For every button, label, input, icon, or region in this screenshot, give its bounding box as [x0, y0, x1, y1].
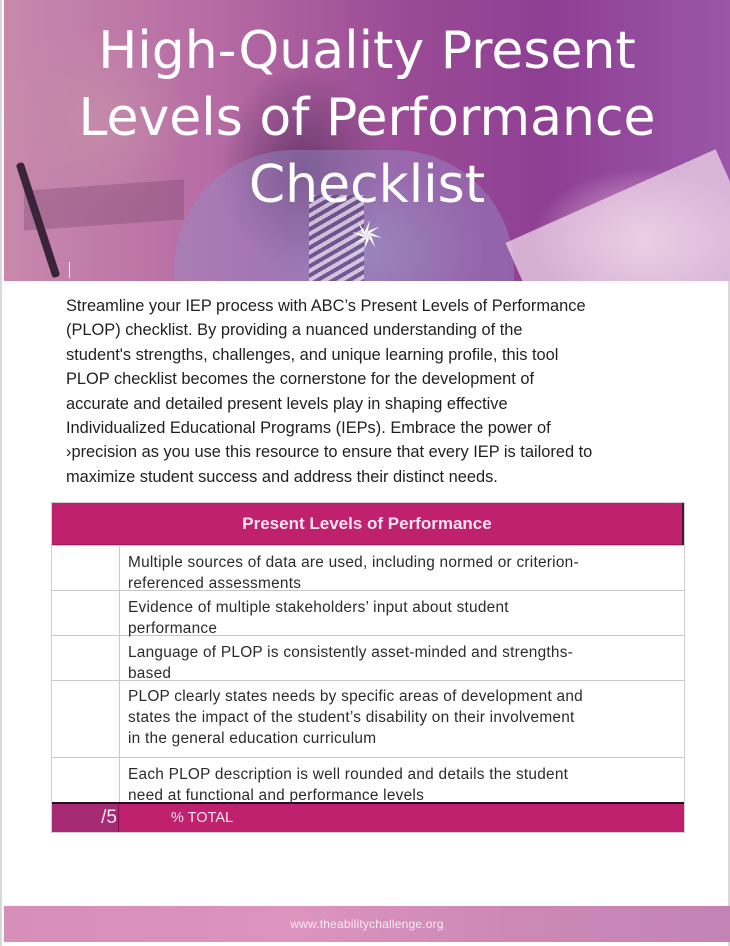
item-line: need at functional and performance levels	[128, 787, 425, 804]
item-line: PLOP clearly states needs by specific areas of development and	[128, 688, 583, 705]
title-line: Checklist	[248, 155, 486, 215]
item-line: states the impact of the student’s disability on their involvement	[128, 709, 575, 726]
checklist-checkbox-cell[interactable]	[52, 636, 120, 680]
item-line: referenced assessments	[128, 575, 302, 592]
intro-line: Streamline your IEP process with ABC’s Present Levels of Performance	[66, 297, 586, 315]
intro-line: student's strengths, challenges, and unique learning profile, this tool	[66, 345, 559, 364]
checklist-item-text	[120, 591, 684, 635]
page-title	[4, 18, 730, 219]
item-line: Evidence of multiple stakeholders’ input about student	[128, 599, 509, 616]
checklist-row	[52, 545, 684, 590]
checklist-item-text	[120, 758, 684, 802]
intro-line: Individualized Educational Programs (IEPs). Embrace the power of	[66, 419, 551, 438]
item-line: based	[128, 665, 172, 682]
checklist-checkbox-cell[interactable]	[52, 758, 120, 802]
item-line: Each PLOP description is well rounded and details the student	[128, 766, 569, 783]
checklist-checkbox-cell[interactable]	[52, 681, 120, 757]
checklist-item-text	[120, 546, 684, 590]
checklist-checkbox-cell[interactable]	[52, 591, 120, 635]
checklist-row	[52, 757, 684, 802]
title-line: High-Quality Present	[98, 21, 636, 81]
checklist-item-text	[120, 681, 684, 757]
item-line: Multiple sources of data are used, including normed or criterion-	[128, 554, 579, 571]
intro-line: maximize student success and address their distinct needs.	[66, 467, 498, 486]
text-cursor-mark	[69, 262, 70, 278]
intro-line: PLOP checklist becomes the cornerstone for the development of	[66, 370, 534, 389]
checklist-checkbox-cell[interactable]	[52, 546, 120, 590]
hero-banner	[4, 0, 730, 281]
pinwheel-star-icon	[350, 218, 384, 252]
checklist-row	[52, 635, 684, 680]
checklist-table	[51, 502, 685, 833]
footer-bar	[4, 906, 730, 942]
intro-line: accurate and detailed present levels play in shaping effective	[66, 394, 508, 413]
intro-line: ›precision as you use this resource to ensure that every IEP is tailored to	[66, 443, 593, 462]
checklist-row	[52, 680, 684, 757]
checklist-total-row	[52, 802, 684, 832]
title-line: Levels of Performance	[78, 88, 656, 148]
intro-paragraph	[66, 294, 678, 489]
item-line: Language of PLOP is consistently asset-minded and strengths-	[128, 644, 574, 661]
checklist-header: Present Levels of Performance	[52, 503, 684, 545]
footer-url[interactable]: www.theabilitychallenge.org	[290, 917, 444, 931]
intro-line: (PLOP) checklist. By providing a nuanced understanding of the	[66, 321, 523, 340]
item-line: performance	[128, 620, 218, 637]
total-score[interactable]: /5	[52, 804, 119, 832]
checklist-item-text	[120, 636, 684, 680]
checklist-row	[52, 590, 684, 635]
item-line: in the general education curriculum	[128, 730, 377, 747]
total-label: % TOTAL	[171, 810, 234, 826]
